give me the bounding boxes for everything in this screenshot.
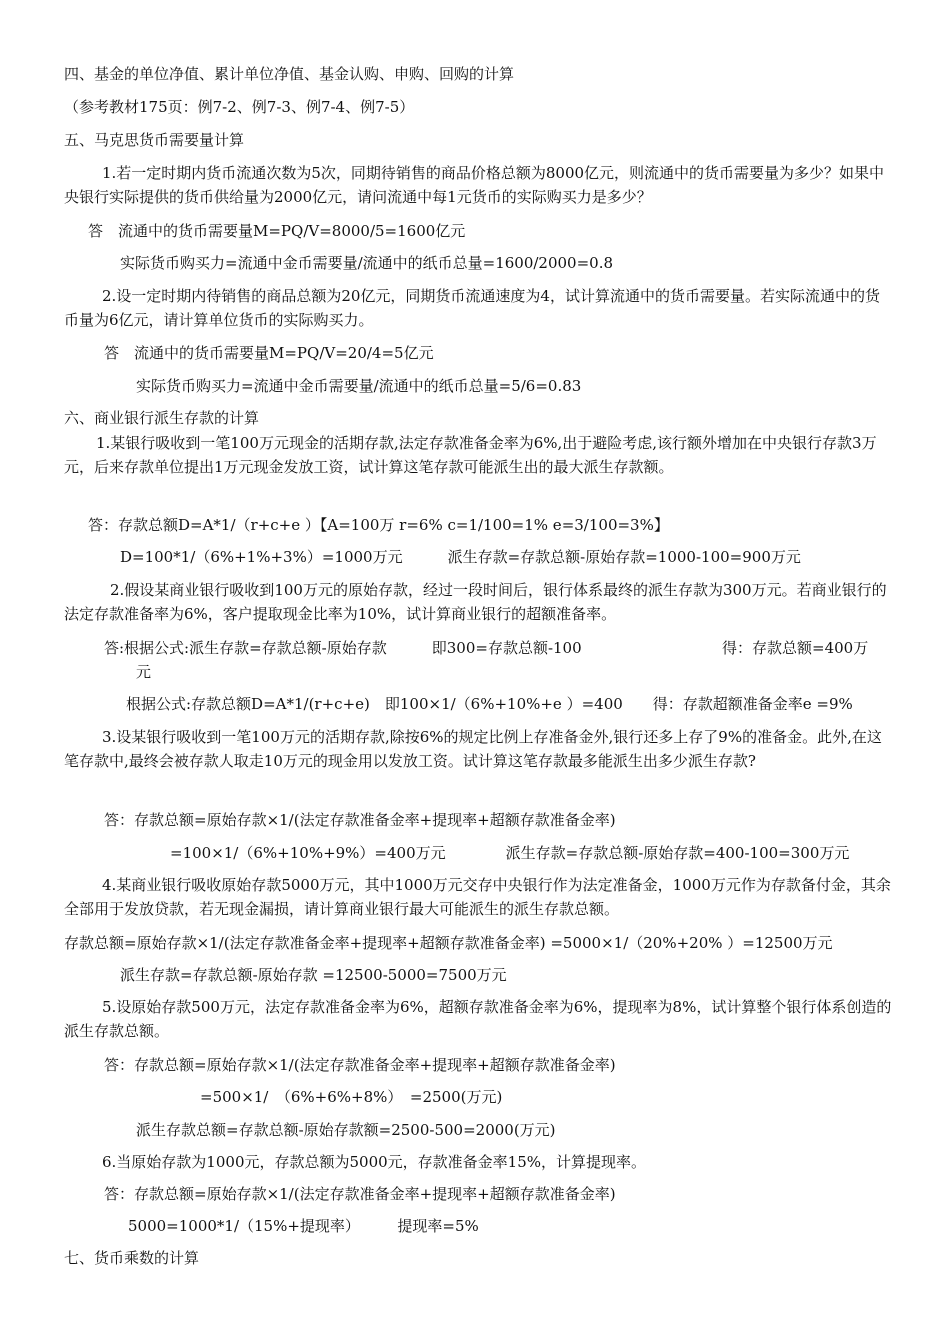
section-5-heading: 五、马克思货币需要量计算: [64, 131, 245, 149]
s5-answer-2-line-1: 答 流通中的货币需要量M=PQ/V=20/4=5亿元: [104, 344, 434, 362]
s6-question-5: 5.设原始存款500万元，法定存款准备金率为6%，超额存款准备金率为6%，提现率为8%，试计算整个银行体系创造的派生存款总额。: [64, 998, 892, 1040]
s6-answer-3-line-2: =100×1/（6%+10%+9%）=400万元 派生存款=存款总额-原始存款=400-100=300万元: [170, 844, 850, 862]
section-4-heading: 四、基金的单位净值、累计单位净值、基金认购、申购、回购的计算: [64, 65, 515, 83]
section-6-heading: 六、商业银行派生存款的计算: [64, 409, 260, 427]
s5-answer-1-line-1: 答 流通中的货币需要量M=PQ/V=8000/5=1600亿元: [88, 222, 466, 240]
s6-answer-5-line-2: =500×1/ （6%+6%+8%） =2500(万元): [200, 1088, 503, 1106]
s5-question-1: 1.若一定时期内货币流通次数为5次，同期待销售的商品价格总额为8000亿元，则流通中的货币需要量为多少？如果中央银行实际提供的货币供给量为2000亿元，请问流通中每1元货币的实际购买力是多少？: [64, 164, 885, 206]
s6-question-6: 6.当原始存款为1000元，存款总额为5000元，存款准备金率15%，计算提现率。: [102, 1153, 647, 1171]
s6-answer-6-line-2: 5000=1000*1/（15%+提现率） 提现率=5%: [128, 1217, 479, 1235]
s6-question-3: 3.设某银行吸收到一笔100万元的活期存款,除按6%的规定比例上存准备金外,银行还多上存了9%的准备金。此外,在这笔存款中,最终会被存款人取走10万元的现金用以发放工资。试计算这笔存款最多能派生出多少派生存款?: [64, 728, 882, 770]
section-7-heading: 七、货币乘数的计算: [64, 1249, 200, 1267]
s5-question-2: 2.设一定时期内待销售的商品总额为20亿元，同期货币流通速度为4，试计算流通中的货币需要量。若实际流通中的货币量为6亿元，请计算单位货币的实际购买力。: [64, 287, 880, 329]
section-4-reference: （参考教材175页：例7-2、例7-3、例7-4、例7-5）: [64, 98, 415, 116]
s6-answer-5-line-3: 派生存款总额=存款总额-原始存款额=2500-500=2000(万元): [136, 1121, 556, 1139]
s5-answer-1-line-2: 实际货币购买力=流通中金币需要量/流通中的纸币总量=1600/2000=0.8: [120, 254, 614, 272]
s6-answer-2-result: 得：存款总额=400万: [722, 639, 869, 657]
s6-answer-2-line-2: 根据公式:存款总额D=A*1/(r+c+e) 即100×1/（6%+10%+e ）=400 得：存款超额准备金率e =9%: [126, 695, 853, 713]
s6-answer-2-line-1: 答:根据公式:派生存款=存款总额-原始存款 即300=存款总额-100: [104, 639, 582, 657]
s6-answer-2-result-wrap: 元: [136, 663, 152, 681]
s6-answer-4-line-1: 存款总额=原始存款×1/(法定存款准备金率+提现率+超额存款准备金率) =5000×1/（20%+20% ）=12500万元: [64, 934, 833, 952]
s6-answer-1-line-2: D=100*1/（6%+1%+3%）=1000万元 派生存款=存款总额-原始存款=1000-100=900万元: [120, 548, 801, 566]
s6-question-1: 1.某银行吸收到一笔100万元现金的活期存款,法定存款准备金率为6%,出于避险考虑,该行额外增加在中央银行存款3万元，后来存款单位提出1万元现金发放工资，试计算这笔存款可能派生出的最大派生存款额。: [64, 434, 877, 476]
s5-answer-2-line-2: 实际货币购买力=流通中金币需要量/流通中的纸币总量=5/6=0.83: [136, 377, 582, 395]
s6-answer-4-line-2: 派生存款=存款总额-原始存款 =12500-5000=7500万元: [120, 966, 507, 984]
s6-question-4: 4.某商业银行吸收原始存款5000万元，其中1000万元交存中央银行作为法定准备金，1000万元作为存款备付金，其余全部用于发放贷款，若无现金漏损，请计算商业银行最大可能派生的派生存款总额。: [64, 876, 891, 918]
s6-answer-6-line-1: 答：存款总额=原始存款×1/(法定存款准备金率+提现率+超额存款准备金率): [104, 1185, 616, 1203]
s6-answer-3-line-1: 答：存款总额=原始存款×1/(法定存款准备金率+提现率+超额存款准备金率): [104, 811, 616, 829]
s6-question-2: 2.假设某商业银行吸收到100万元的原始存款，经过一段时间后，银行体系最终的派生存款为300万元。若商业银行的法定存款准备率为6%，客户提取现金比率为10%，试计算商业银行的超额准备率。: [64, 581, 887, 623]
s6-answer-5-line-1: 答：存款总额=原始存款×1/(法定存款准备金率+提现率+超额存款准备金率): [104, 1056, 616, 1074]
s6-answer-1-line-1: 答：存款总额D=A*1/（r+c+e ）【A=100万 r=6% c=1/100=1% e=3/100=3%】: [88, 516, 669, 534]
